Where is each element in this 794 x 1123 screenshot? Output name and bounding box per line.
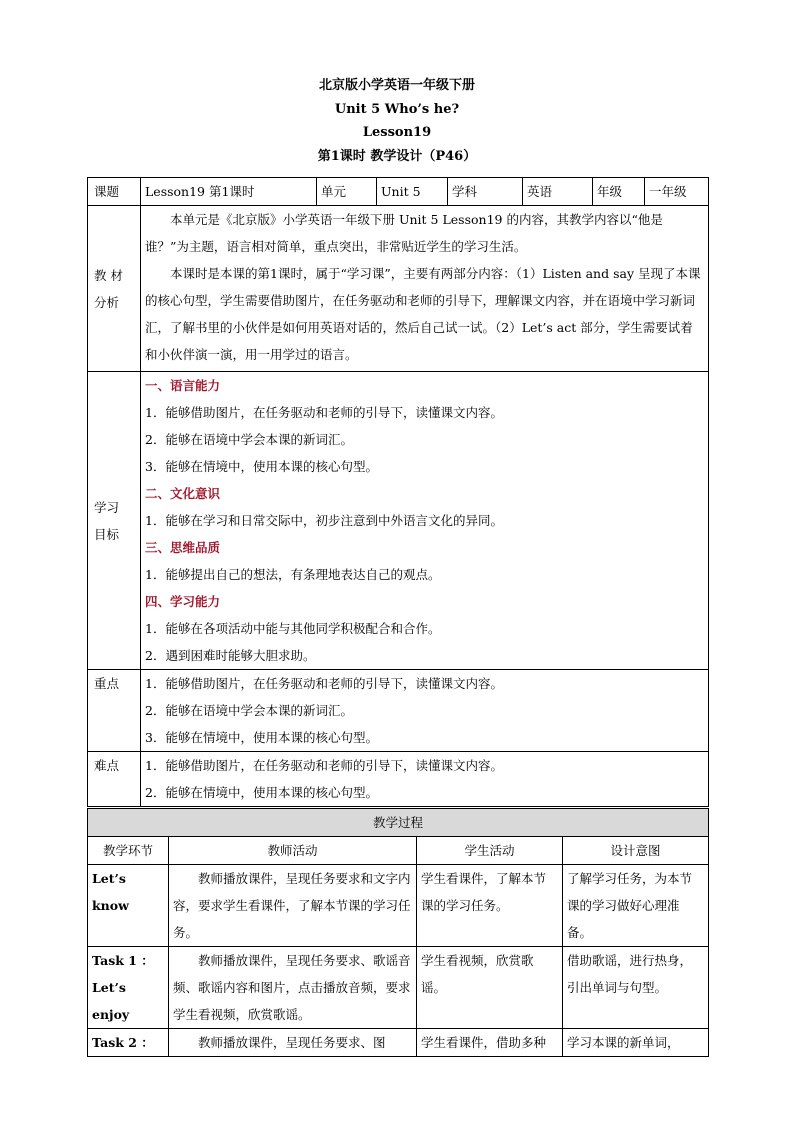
- process-title-row: [88, 809, 709, 837]
- subject-value: 英语: [523, 178, 593, 206]
- topic-value: Lesson19 第1课时: [141, 178, 317, 206]
- objective-section-title: 一、语言能力: [145, 378, 221, 393]
- teacher-activity-cell: 教师播放课件，呈现任务要求和文字内容，要求学生看课件，了解本节课的学习任务。: [169, 865, 417, 947]
- process-header-row: [88, 837, 709, 865]
- difficult-points-row: [88, 752, 709, 807]
- analysis-content: [141, 206, 709, 372]
- difficult-point-item: 1．能够借助图片，在任务驱动和老师的引导下，读懂课文内容。: [145, 758, 503, 773]
- key-points-content: [141, 670, 709, 752]
- design-purpose-cell: 了解学习任务，为本节课的学习做好心理准备。: [563, 865, 709, 947]
- objectives-label: 学习 目标: [88, 372, 141, 670]
- difficult-point-item: 2．能够在情境中，使用本课的核心句型。: [145, 785, 378, 800]
- lesson-title: Lesson19: [362, 125, 432, 140]
- process-title: 教学过程: [88, 809, 709, 837]
- header-purpose: 设计意图: [563, 837, 709, 865]
- analysis-paragraph: 本单元是《北京版》小学英语一年级下册 Unit 5 Lesson19 的内容，其教学内容以“他是谁？”为主题，语言相对简单，重点突出，非常贴近学生的学习生活。: [145, 212, 663, 254]
- difficult-points-label: 难点: [88, 752, 141, 807]
- design-purpose-cell: 学习本课的新单词，: [563, 1029, 709, 1057]
- objective-section-title: 四、学习能力: [145, 594, 221, 609]
- key-point-item: 2．能够在语境中学会本课的新词汇。: [145, 703, 353, 718]
- key-points-label: 重点: [88, 670, 141, 752]
- grade-label: 年级: [593, 178, 645, 206]
- student-activity-cell: 学生看课件，借助多种: [417, 1029, 563, 1057]
- objective-item: 1．能够借助图片，在任务驱动和老师的引导下，读懂课文内容。: [145, 405, 503, 420]
- key-points-row: [88, 670, 709, 752]
- process-row: [88, 947, 709, 1029]
- analysis-row: [88, 206, 709, 372]
- unit-value: Unit 5: [377, 178, 448, 206]
- document-header: [0, 74, 794, 168]
- teaching-process-table: [87, 808, 709, 1057]
- objective-item: 1．能够提出自己的想法，有条理地表达自己的观点。: [145, 567, 441, 582]
- objective-item: 1．能够在学习和日常交际中，初步注意到中外语言文化的异同。: [145, 513, 503, 528]
- objectives-row: [88, 372, 709, 670]
- process-row: [88, 1029, 709, 1057]
- unit-label: 单元: [317, 178, 377, 206]
- lesson-info-table: [87, 177, 709, 807]
- unit-title: Unit 5 Who’s he?: [334, 101, 460, 117]
- objectives-content: [141, 372, 709, 670]
- stage-cell: Task 1 ： Let’s enjoy: [88, 947, 169, 1029]
- objective-item: 2．遇到困难时能够大胆求助。: [145, 648, 316, 663]
- stage-cell: Task 2 ：: [88, 1029, 169, 1057]
- header-stage: 教学环节: [88, 837, 169, 865]
- analysis-label: 教 材 分析: [88, 206, 141, 372]
- grade-value: 一年级: [645, 178, 709, 206]
- objective-section-title: 三、思维品质: [145, 540, 221, 555]
- key-point-item: 1．能够借助图片，在任务驱动和老师的引导下，读懂课文内容。: [145, 676, 503, 691]
- objective-section-title: 二、文化意识: [145, 486, 221, 501]
- objective-item: 2．能够在语境中学会本课的新词汇。: [145, 432, 353, 447]
- design-title: 第1课时 教学设计（P46）: [317, 148, 477, 164]
- difficult-points-content: [141, 752, 709, 807]
- process-row: [88, 865, 709, 947]
- stage-cell: Let’s know: [88, 865, 169, 947]
- header-student: 学生活动: [417, 837, 563, 865]
- student-activity-cell: 学生看课件，了解本节课的学习任务。: [417, 865, 563, 947]
- student-activity-cell: 学生看视频，欣赏歌谣。: [417, 947, 563, 1029]
- teacher-activity-cell: 教师播放课件，呈现任务要求、歌谣音频、歌谣内容和图片，点击播放音频，要求学生看视频，欣赏歌谣。: [169, 947, 417, 1029]
- subject-label: 学科: [448, 178, 523, 206]
- key-point-item: 3．能够在情境中，使用本课的核心句型。: [145, 730, 378, 745]
- analysis-paragraph: 本课时是本课的第1课时，属于“学习课”，主要有两部分内容：（1）Listen and say 呈现了本课的核心句型，学生需要借助图片，在任务驱动和老师的引导下，理解课文内容，并在语境中学习新词汇，了解书里的小伙伴是如何用英语对话的，然后自己试一试。（2）Let’s act 部分，学生需要试着和小伙伴演一演，用一用学过的语言。: [145, 266, 701, 362]
- design-purpose-cell: 借助歌谣，进行热身，引出单词与句型。: [563, 947, 709, 1029]
- objective-item: 1．能够在各项活动中能与其他同学积极配合和合作。: [145, 621, 441, 636]
- book-title: 北京版小学英语一年级下册: [318, 78, 475, 93]
- header-teacher: 教师活动: [169, 837, 417, 865]
- topic-label: 课题: [88, 178, 141, 206]
- teacher-activity-cell: 教师播放课件，呈现任务要求、图: [169, 1029, 417, 1057]
- objective-item: 3．能够在情境中，使用本课的核心句型。: [145, 459, 378, 474]
- info-row: [88, 178, 709, 206]
